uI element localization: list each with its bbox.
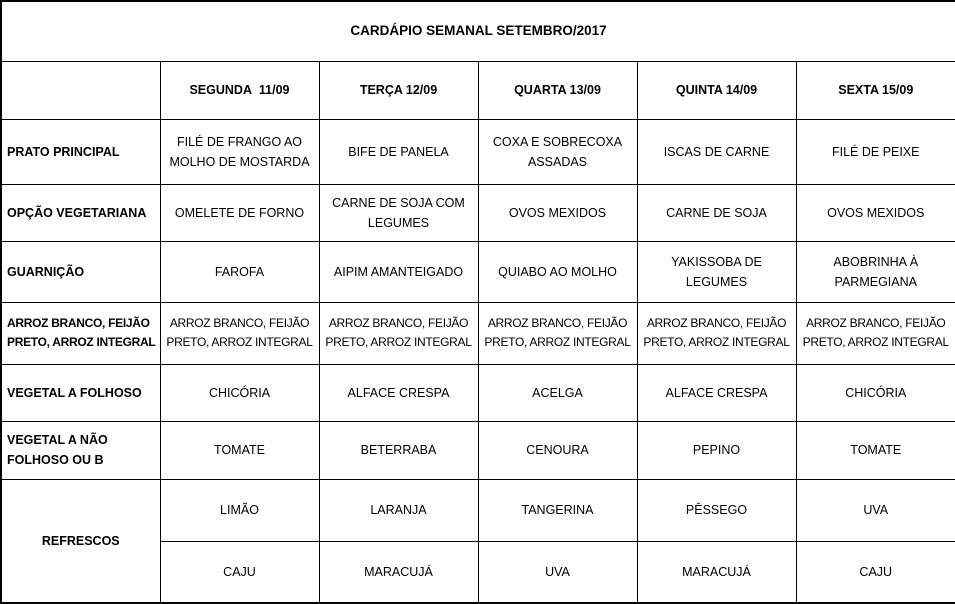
- row-label-vegetal-folhoso: VEGETAL A FOLHOSO: [1, 364, 160, 421]
- menu-cell: OVOS MEXIDOS: [796, 184, 955, 241]
- row-label-vegetal-nao-folhoso: VEGETAL A NÃO FOLHOSO OU B: [1, 421, 160, 479]
- menu-cell: LIMÃO: [160, 479, 319, 541]
- menu-cell: ISCAS DE CARNE: [637, 119, 796, 184]
- menu-cell: ALFACE CRESPA: [319, 364, 478, 421]
- menu-cell: BIFE DE PANELA: [319, 119, 478, 184]
- page-title: CARDÁPIO SEMANAL SETEMBRO/2017: [1, 1, 955, 61]
- menu-cell: COXA E SOBRECOXA ASSADAS: [478, 119, 637, 184]
- row-label-arroz-feijao: ARROZ BRANCO, FEIJÃO PRETO, ARROZ INTEGRAL: [1, 302, 160, 364]
- menu-cell: MARACUJÁ: [319, 541, 478, 603]
- menu-cell: CARNE DE SOJA COM LEGUMES: [319, 184, 478, 241]
- menu-cell: ARROZ BRANCO, FEIJÃO PRETO, ARROZ INTEGRAL: [796, 302, 955, 364]
- menu-cell: CHICÓRIA: [160, 364, 319, 421]
- row-label-opcao-vegetariana: OPÇÃO VEGETARIANA: [1, 184, 160, 241]
- menu-cell: AIPIM AMANTEIGADO: [319, 241, 478, 302]
- row-vegetal-nao-folhoso: [1, 421, 955, 479]
- menu-cell: OMELETE DE FORNO: [160, 184, 319, 241]
- menu-cell: TANGERINA: [478, 479, 637, 541]
- row-prato-principal: [1, 119, 955, 184]
- menu-cell: ACELGA: [478, 364, 637, 421]
- corner-cell: [1, 61, 160, 119]
- menu-cell: LARANJA: [319, 479, 478, 541]
- row-guarnicao: [1, 241, 955, 302]
- row-label-guarnicao: GUARNIÇÃO: [1, 241, 160, 302]
- row-refrescos-1: [1, 479, 955, 541]
- day-header-terca: TERÇA 12/09: [319, 61, 478, 119]
- menu-cell: MARACUJÁ: [637, 541, 796, 603]
- menu-cell: OVOS MEXIDOS: [478, 184, 637, 241]
- menu-cell: CAJU: [160, 541, 319, 603]
- day-header-quarta: QUARTA 13/09: [478, 61, 637, 119]
- row-opcao-vegetariana: [1, 184, 955, 241]
- day-header-segunda: SEGUNDA 11/09: [160, 61, 319, 119]
- menu-cell: PEPINO: [637, 421, 796, 479]
- menu-cell: CAJU: [796, 541, 955, 603]
- row-vegetal-folhoso: [1, 364, 955, 421]
- menu-cell: CENOURA: [478, 421, 637, 479]
- menu-cell: ARROZ BRANCO, FEIJÃO PRETO, ARROZ INTEGRAL: [478, 302, 637, 364]
- menu-cell: FAROFA: [160, 241, 319, 302]
- menu-cell: CARNE DE SOJA: [637, 184, 796, 241]
- menu-cell: ALFACE CRESPA: [637, 364, 796, 421]
- day-header-quinta: QUINTA 14/09: [637, 61, 796, 119]
- menu-cell: PÊSSEGO: [637, 479, 796, 541]
- menu-cell: CHICÓRIA: [796, 364, 955, 421]
- menu-cell: TOMATE: [796, 421, 955, 479]
- menu-cell: QUIABO AO MOLHO: [478, 241, 637, 302]
- menu-cell: BETERRABA: [319, 421, 478, 479]
- title-row: [1, 1, 955, 61]
- menu-cell: FILÉ DE PEIXE: [796, 119, 955, 184]
- menu-cell: FILÉ DE FRANGO AO MOLHO DE MOSTARDA: [160, 119, 319, 184]
- menu-cell: UVA: [796, 479, 955, 541]
- menu-cell: UVA: [478, 541, 637, 603]
- menu-cell: ABOBRINHA À PARMEGIANA: [796, 241, 955, 302]
- menu-cell: ARROZ BRANCO, FEIJÃO PRETO, ARROZ INTEGRAL: [160, 302, 319, 364]
- row-arroz-feijao: [1, 302, 955, 364]
- menu-cell: ARROZ BRANCO, FEIJÃO PRETO, ARROZ INTEGRAL: [637, 302, 796, 364]
- menu-cell: ARROZ BRANCO, FEIJÃO PRETO, ARROZ INTEGRAL: [319, 302, 478, 364]
- day-header-sexta: SEXTA 15/09: [796, 61, 955, 119]
- day-header-row: [1, 61, 955, 119]
- row-label-prato-principal: PRATO PRINCIPAL: [1, 119, 160, 184]
- menu-cell: TOMATE: [160, 421, 319, 479]
- menu-cell: YAKISSOBA DE LEGUMES: [637, 241, 796, 302]
- row-label-refrescos: REFRESCOS: [1, 479, 160, 603]
